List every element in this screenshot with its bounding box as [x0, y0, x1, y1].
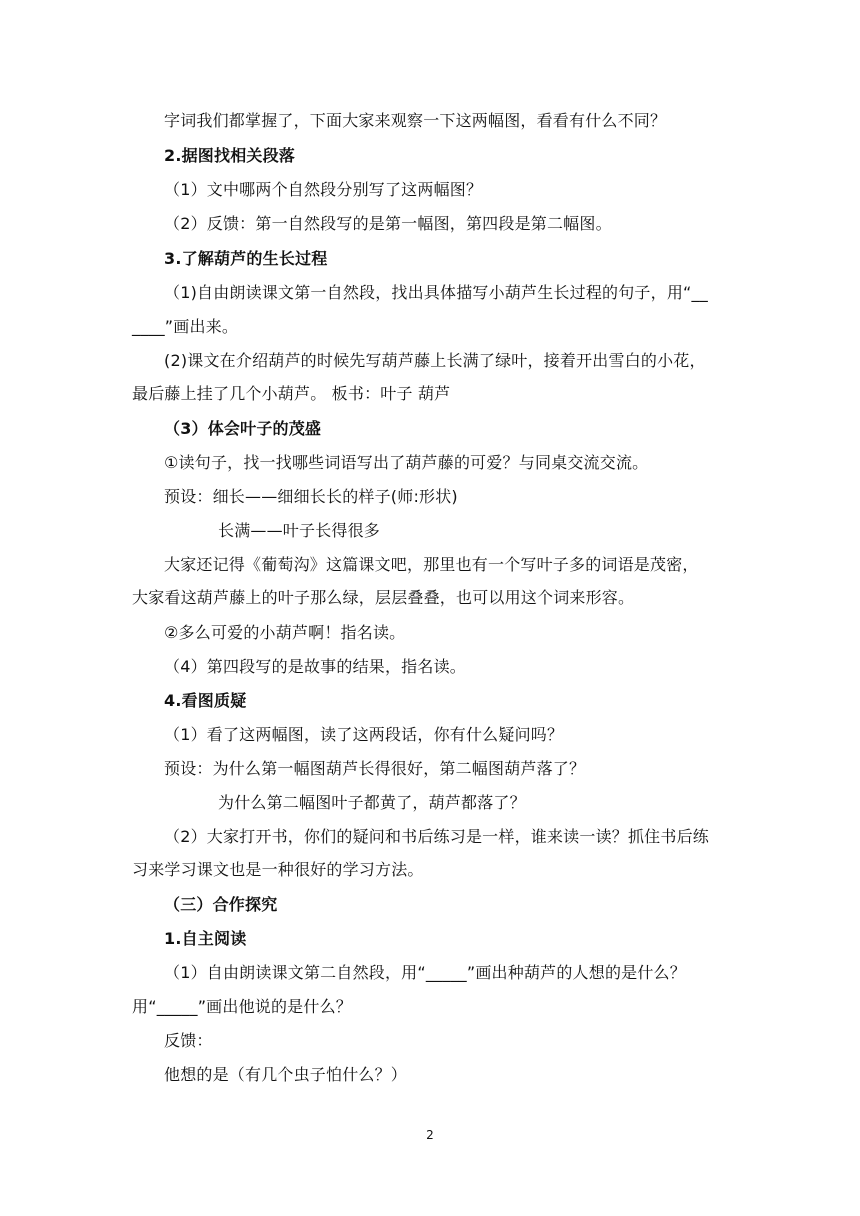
section-heading: 1.自主阅读 [164, 929, 247, 948]
section-heading: 3.了解葫芦的生长过程 [164, 249, 328, 268]
paragraph-line: 习来学习课文也是一种很好的学习方法。 [132, 860, 424, 879]
section-heading: 4.看图质疑 [164, 691, 247, 710]
paragraph-line: ②多么可爱的小葫芦啊！指名读。 [164, 623, 406, 642]
paragraph-line: （1）自由朗读课文第二自然段，用“_____”画出种葫芦的人想的是什么？ [164, 963, 686, 982]
paragraph-line: 大家还记得《葡萄沟》这篇课文吧，那里也有一个写叶子多的词语是茂密， [164, 555, 699, 574]
paragraph-line: 长满——叶子长得很多 [218, 521, 381, 540]
paragraph-line: 为什么第二幅图叶子都黄了，葫芦都落了？ [218, 793, 526, 812]
section-heading: （3）体会叶子的茂盛 [164, 419, 322, 438]
paragraph-line: ____”画出来。 [132, 317, 239, 336]
section-heading: 2.据图找相关段落 [164, 146, 296, 165]
section-heading: （三）合作探究 [164, 895, 278, 914]
paragraph-line: （2）大家打开书，你们的疑问和书后练习是一样，谁来读一读？抓住书后练 [164, 827, 709, 846]
paragraph-line: 最后藤上挂了几个小葫芦。 板书：叶子 葫芦 [132, 384, 451, 403]
paragraph-line: 预设：为什么第一幅图葫芦长得很好，第二幅图葫芦落了？ [164, 759, 586, 778]
paragraph-line: 预设：细长——细细长长的样子(师:形状) [164, 487, 458, 506]
paragraph-line: 用“_____”画出他说的是什么？ [132, 997, 352, 1016]
paragraph-line: 字词我们都掌握了，下面大家来观察一下这两幅图，看看有什么不同？ [164, 111, 667, 130]
paragraph-line: 大家看这葫芦藤上的叶子那么绿，层层叠叠，也可以用这个词来形容。 [132, 588, 635, 607]
paragraph-line: 反馈： [164, 1031, 213, 1050]
paragraph-line: （1)自由朗读课文第一自然段，找出具体描写小葫芦生长过程的句子，用“__ [164, 283, 708, 302]
paragraph-line: （1）文中哪两个自然段分别写了这两幅图？ [164, 180, 483, 199]
paragraph-line: 他想的是（有几个虫子怕什么？） [164, 1065, 408, 1084]
page-number: 2 [426, 1128, 434, 1142]
paragraph-line: （2）反馈：第一自然段写的是第一幅图，第四段是第二幅图。 [164, 214, 612, 233]
paragraph-line: (2)课文在介绍葫芦的时候先写葫芦藤上长满了绿叶，接着开出雪白的小花， [164, 351, 706, 370]
paragraph-line: （1）看了这两幅图，读了这两段话，你有什么疑问吗？ [164, 725, 564, 744]
paragraph-line: ①读句子，找一找哪些词语写出了葫芦藤的可爱？与同桌交流交流。 [164, 453, 649, 472]
paragraph-line: （4）第四段写的是故事的结果，指名读。 [164, 657, 466, 676]
